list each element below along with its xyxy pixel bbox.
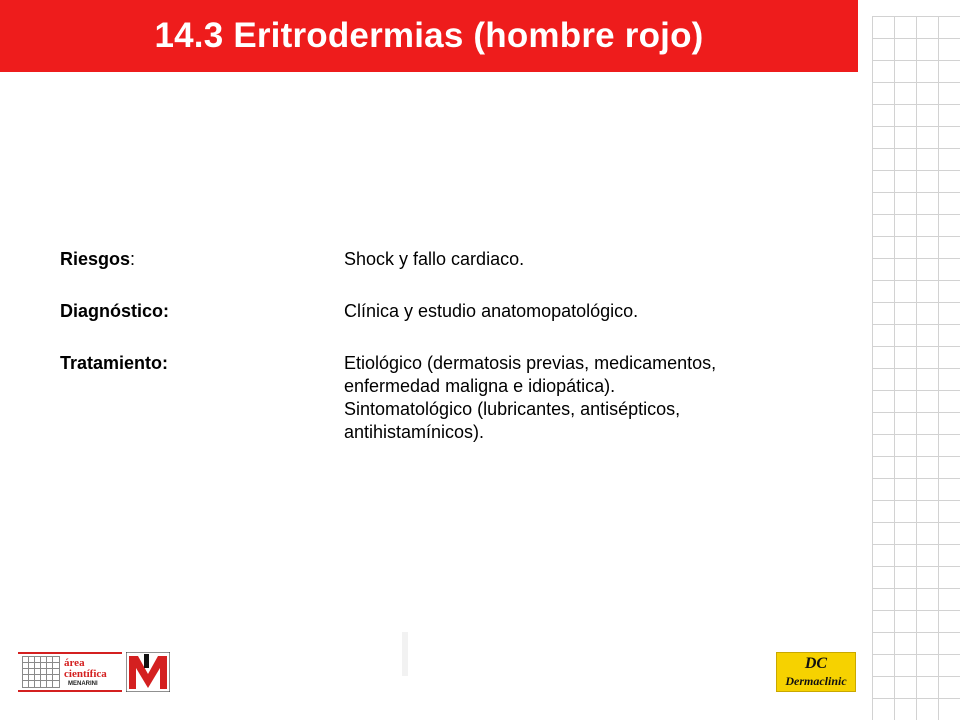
menarini-m-icon (126, 652, 170, 692)
title-bar (0, 0, 858, 72)
menarini-logo (126, 652, 170, 692)
logo-text-menarini: MENARINI (68, 681, 98, 687)
value-tratamiento: Etiológico (dermatosis previas, medicamentos, enfermedad maligna e idiopática). Sintomatológico (lubricantes, antisépticos, antihistamínicos). (344, 353, 717, 442)
grid-logo-icon (22, 656, 60, 688)
label-riesgos: Riesgos: (60, 249, 136, 269)
logo-text-area: área (64, 657, 85, 669)
logo-text-cientifica: científica (64, 668, 107, 680)
grid-decoration (872, 16, 960, 720)
label-tratamiento: Tratamiento: (60, 353, 169, 373)
value-diagnostico: Clínica y estudio anatomopatológico. (344, 301, 639, 321)
area-cientifica-logo (18, 652, 123, 692)
logo-rule-top (18, 652, 122, 654)
slide-title: 14.3 Eritrodermias (hombre rojo) (154, 16, 704, 55)
label-diagnostico: Diagnóstico: (60, 301, 170, 321)
value-riesgos: Shock y fallo cardiaco. (344, 249, 525, 269)
divider-mark (402, 632, 408, 676)
slide-content (60, 248, 860, 444)
dermaclinic-logo (776, 652, 856, 692)
dermaclinic-name: Dermaclinic (785, 674, 847, 688)
row-tratamiento (60, 352, 860, 444)
row-diagnostico (60, 300, 860, 323)
dermaclinic-mark: DC (804, 655, 828, 672)
logo-rule-bottom (18, 690, 122, 692)
row-riesgos (60, 248, 860, 271)
